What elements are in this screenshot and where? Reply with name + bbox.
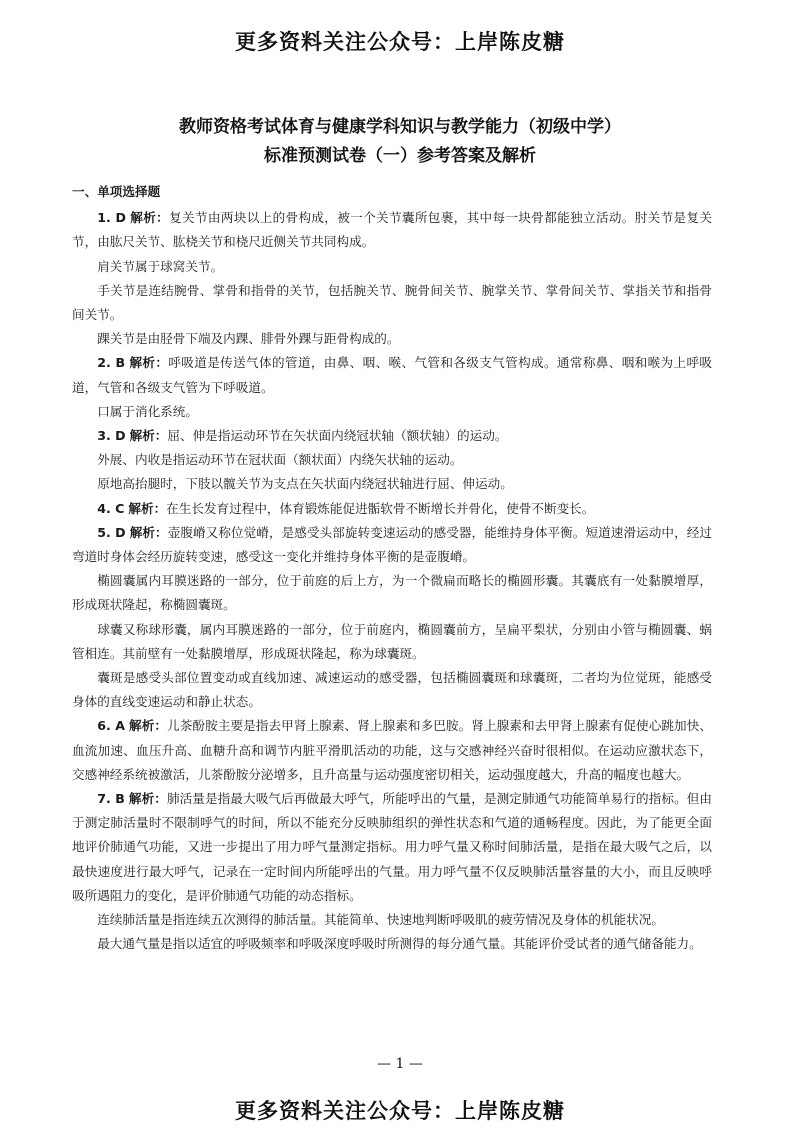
answer-label: 解析：: [130, 210, 170, 226]
explanation-paragraph: [72, 400, 712, 424]
answer-label: 解析：: [129, 355, 169, 371]
paragraph-text: 儿茶酚胺主要是指去甲肾上腺素、肾上腺素和多巴胺。肾上腺素和去甲肾上腺素有促使心跳加快、血流加速、血压升高、血糖升高和调节内脏平滑肌活动的功能，这与交感神经兴奋时很相似。在运动应激状态下，交感神经系统被激活，儿茶酚胺分泌增多，且升高量与运动强度密切相关，运动强度越大，升高的幅度也越大。: [72, 718, 713, 782]
document-subtitle: 标准预测试卷（一）参考答案及解析: [264, 146, 536, 166]
paragraph-text: 呼吸道是传送气体的管道，由鼻、咽、喉、气管和各级支气管构成。通常称鼻、咽和喉为上呼吸道，气管和各级支气管为下呼吸道。: [72, 355, 713, 395]
answer-paragraph: [72, 521, 712, 569]
banner-top: 更多资料关注公众号：上岸陈皮糖: [235, 30, 565, 54]
paragraph-text: 原地高抬腿时，下肢以髋关节为支点在矢状面内绕冠状轴进行屈、伸运动。: [97, 476, 513, 492]
explanation-paragraph: [72, 618, 712, 666]
explanation-paragraph: [72, 448, 712, 472]
answer-number: 1. D: [97, 210, 126, 226]
explanation-paragraph: [72, 279, 712, 327]
explanation-paragraph: [72, 472, 712, 496]
paragraph-text: 复关节由两块以上的骨构成，被一个关节囊所包裹，其中每一块骨都能独立活动。肘关节是复关节，由肱尺关节、肱桡关节和桡尺近侧关节共同构成。: [72, 210, 713, 250]
answer-number: 4. C: [97, 500, 125, 516]
answer-label: 解析：: [128, 500, 167, 516]
answer-number: 3. D: [97, 428, 126, 444]
paragraph-text: 手关节是连结腕骨、掌骨和指骨的关节，包括腕关节、腕骨间关节、腕掌关节、掌骨间关节、掌指关节和指骨间关节。: [72, 282, 712, 323]
paragraph-list: [72, 206, 712, 956]
answer-number: 7. B: [97, 791, 125, 807]
paragraph-text: 球囊又称球形囊，属内耳膜迷路的一部分，位于前庭内，椭圆囊前方，呈扁平梨状，分别由小管与椭圆囊、蜗管相连。其前壁有一处黏膜增厚，形成斑状隆起，称为球囊斑。: [72, 621, 712, 661]
answer-paragraph: [72, 714, 712, 787]
paragraph-text: 最大通气量是指以适宜的呼吸频率和呼吸深度呼吸时所测得的每分通气量。其能评价受试者的通气储备能力。: [97, 936, 702, 952]
paragraph-text: 踝关节是由胫骨下端及内踝、腓骨外踝与距骨构成的。: [97, 331, 400, 347]
answer-paragraph: [72, 497, 712, 521]
explanation-paragraph: [72, 666, 712, 714]
document-title: 教师资格考试体育与健康学科知识与教学能力（初级中学）: [179, 117, 621, 137]
answer-paragraph: [72, 787, 712, 908]
explanation-paragraph: [72, 932, 712, 956]
paragraph-text: 连续肺活量是指连续五次测得的肺活量。其能简单、快速地判断呼吸肌的疲劳情况及身体的机能状况。: [97, 912, 664, 928]
banner-bottom: 更多资料关注公众号：上岸陈皮糖: [235, 1099, 565, 1123]
section-heading: 一、单项选择题: [72, 184, 161, 199]
paragraph-text: 肺活量是指最大吸气后再做最大呼气，所能呼出的气量，是测定肺通气功能简单易行的指标。但由于测定肺活量时不限制呼气的时间，所以不能充分反映肺组织的弹性状态和气道的通畅程度。因此，为了能更全面地评价肺通气功能，又进一步提出了用力呼气量测定指标。用力呼气量又称时间肺活量，是指在最大吸气之后，以最快速度进行最大呼气，记录在一定时间内所能呼出的气量。用力呼气量不仅反映肺活量容量的大小，而且反映呼吸所遇阻力的变化，是评价肺通气功能的动态指标。: [72, 791, 713, 903]
answer-label: 解析：: [129, 524, 168, 540]
answer-paragraph: [72, 206, 712, 254]
paragraph-text: 外展、内收是指运动环节在冠状面（额状面）内绕矢状轴的运动。: [97, 452, 463, 468]
explanation-paragraph: [72, 908, 712, 932]
explanation-paragraph: [72, 327, 712, 351]
paragraph-text: 椭圆囊属内耳膜迷路的一部分，位于前庭的后上方，为一个微扁而略长的椭圆形囊。其囊底有一处黏膜增厚，形成斑状隆起，称椭圆囊斑。: [72, 573, 712, 613]
paragraph-text: 在生长发育过程中，体育锻炼能促进骺软骨不断增长并骨化，使骨不断变长。: [166, 500, 595, 516]
answer-number: 6. A: [97, 718, 125, 734]
answer-number: 5. D: [97, 524, 126, 540]
answer-label: 解析：: [129, 428, 168, 444]
answer-label: 解析：: [128, 791, 167, 807]
explanation-paragraph: [72, 569, 712, 617]
document-body: [72, 180, 712, 957]
answer-label: 解析：: [129, 718, 168, 734]
paragraph-text: 屈、伸是指运动环节在矢状面内绕冠状轴（额状轴）的运动。: [167, 428, 508, 444]
answer-paragraph: [72, 351, 712, 399]
answer-number: 2. B: [97, 355, 126, 371]
page-number: — 1 —: [377, 1056, 423, 1072]
paragraph-text: 肩关节属于球窝关节。: [97, 258, 224, 274]
paragraph-text: 口属于消化系统。: [97, 403, 198, 419]
paragraph-text: 壶腹嵴又称位觉嵴，是感受头部旋转变速运动的感受器，能维持身体平衡。短道速滑运动中，经过弯道时身体会经历旋转变速，感受这一变化并维持身体平衡的是壶腹嵴。: [72, 524, 712, 565]
explanation-paragraph: [72, 255, 712, 279]
answer-paragraph: [72, 424, 712, 448]
paragraph-text: 囊斑是感受头部位置变动或直线加速、减速运动的感受器，包括椭圆囊斑和球囊斑，二者均为位觉斑，能感受身体的直线变速运动和静止状态。: [72, 670, 712, 710]
